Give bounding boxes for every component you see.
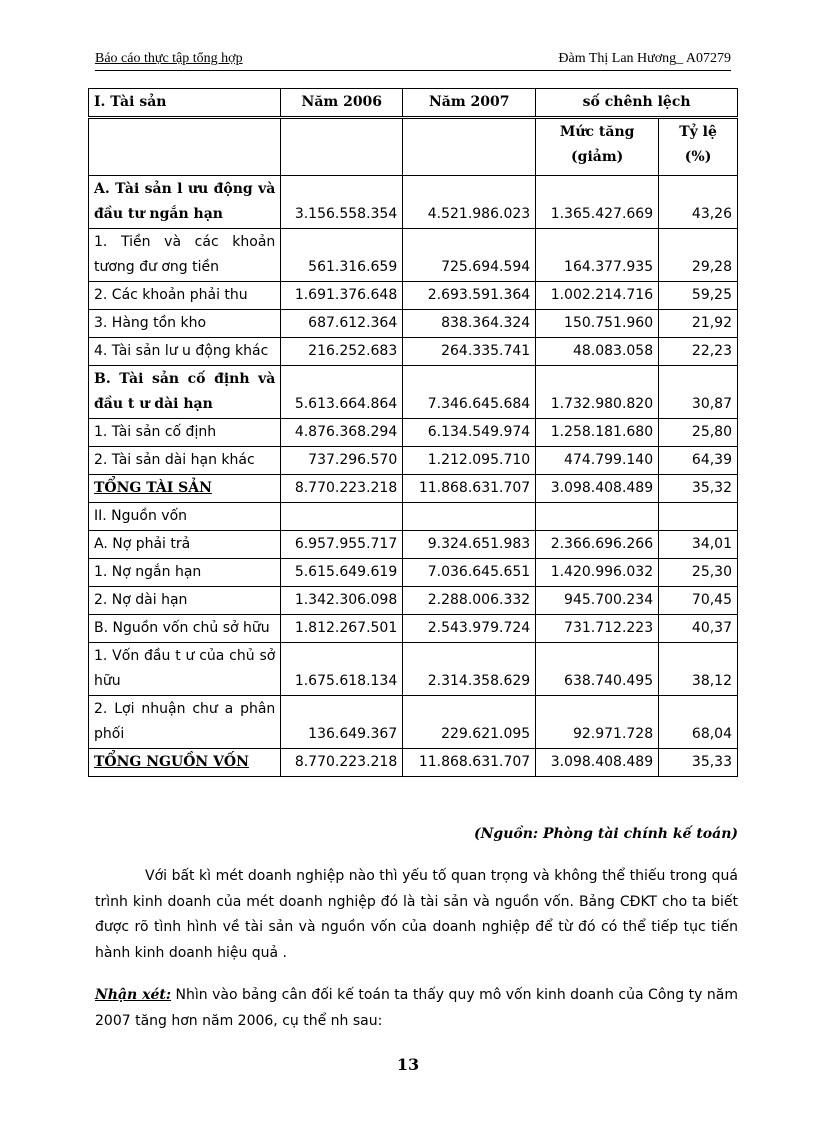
row-2007 [403,503,536,531]
row-ratio-text: 70,45 [691,592,732,608]
row-2007 [403,447,536,475]
row-label-text: 1. Tài sản cố định [94,424,217,440]
row-diff [536,615,659,643]
row-ratio [659,587,738,615]
row-ratio [659,531,738,559]
row-2007 [403,310,536,338]
row-2006-text: 737.296.570 [308,452,398,468]
row-2006 [281,282,403,310]
row-2006-text: 1.675.618.134 [294,673,398,689]
row-label-text: 3. Hàng tồn kho [94,315,207,331]
row-2006-text: 1.342.306.098 [294,592,398,608]
header-author: Đàm Thị Lan Hương_ A07279 [558,51,731,66]
row-label [89,229,281,282]
table-row [89,282,738,310]
table-row [89,503,738,531]
table-row [89,176,738,229]
row-2007 [403,696,536,749]
row-2007 [403,587,536,615]
remark-label: Nhận xét: [95,987,172,1003]
row-2006-text: 3.156.558.354 [294,206,398,222]
row-label-text: 1. Vốn đầu t ư của chủ sở hữu [94,648,276,689]
row-diff [536,176,659,229]
header-year-2006: Năm 2006 [281,89,403,118]
row-diff-text: 731.712.223 [564,620,654,636]
row-2006 [281,559,403,587]
row-diff-text: 150.751.960 [564,315,654,331]
row-label-text: 2. Nợ dài hạn [94,592,188,608]
row-ratio-text: 25,80 [691,424,732,440]
table-row [89,696,738,749]
balance-sheet-table [88,88,738,777]
row-diff-text: 1.002.214.716 [550,287,654,303]
row-diff-text: 474.799.140 [564,452,654,468]
row-label [89,447,281,475]
row-2006 [281,366,403,419]
paragraph-intro: Với bất kì mét doanh nghiệp nào thì yếu tố quan trọng và không thể thiếu trong quá trình kinh doanh của mét doanh nghiệp đó là tài sản và nguồn vốn. Bảng CĐKT cho ta biết được rõ tình hình về tài sản và nguồn vốn của doanh nghiệp để từ đó có thể tiếp tục tiến hành kinh doanh hiệu quả . [95,868,738,961]
row-diff [536,587,659,615]
row-diff-text: 1.732.980.820 [550,396,654,412]
row-diff [536,749,659,777]
table-row [89,447,738,475]
header-title: Báo cáo thực tập tổng hợp [95,51,243,66]
row-2006-text: 561.316.659 [308,259,398,275]
row-2007-text: 7.346.645.684 [427,396,531,412]
row-2007-text: 6.134.549.974 [427,424,531,440]
row-2007 [403,419,536,447]
row-2006 [281,643,403,696]
row-label-text: 1. Nợ ngắn hạn [94,564,202,580]
row-ratio-text: 43,26 [691,206,732,222]
row-label-text: 2. Tài sản dài hạn khác [94,452,255,468]
row-2006 [281,503,403,531]
table-row [89,749,738,777]
row-2007 [403,615,536,643]
row-2007 [403,229,536,282]
row-label-text: A. Nợ phải trả [94,536,191,552]
header-year-2007: Năm 2007 [403,89,536,118]
row-label [89,696,281,749]
row-diff [536,503,659,531]
row-2006 [281,475,403,503]
row-diff-text: 1.258.181.680 [550,424,654,440]
row-2007-text: 4.521.986.023 [427,206,531,222]
row-ratio [659,447,738,475]
table-row [89,531,738,559]
row-2006-text: 8.770.223.218 [294,754,398,770]
row-label [89,176,281,229]
row-2006-text: 6.957.955.717 [294,536,398,552]
row-diff-text: 638.740.495 [564,673,654,689]
row-label-text: II. Nguồn vốn [94,508,188,524]
row-ratio-text: 21,92 [691,315,732,331]
row-diff [536,643,659,696]
row-diff-text: 2.366.696.266 [550,536,654,552]
row-2007-text: 11.868.631.707 [418,480,531,496]
subheader-increase: Mức tăng (giảm) [536,118,659,176]
row-ratio-text: 40,37 [691,620,732,636]
subheader-ratio: Tỷ lệ (%) [659,118,738,176]
header-assets: I. Tài sản [89,89,281,118]
table-row [89,643,738,696]
row-label-text: 1. Tiền và các khoản tương đư ơng tiền [94,234,276,275]
row-diff [536,282,659,310]
row-ratio [659,176,738,229]
row-2006-text: 687.612.364 [308,315,398,331]
row-ratio-text: 22,23 [691,343,732,359]
source-note: (Nguồn: Phòng tài chính kế toán) [474,826,738,842]
row-2007-text: 2.543.979.724 [427,620,531,636]
row-ratio [659,749,738,777]
row-2007-text: 2.314.358.629 [427,673,531,689]
row-ratio [659,559,738,587]
row-label-text: 4. Tài sản lư u động khác [94,343,269,359]
table-subheader-row [89,118,738,176]
row-2007-text: 1.212.095.710 [427,452,531,468]
row-ratio [659,419,738,447]
row-2006-text: 136.649.367 [308,726,398,742]
row-2007-text: 7.036.645.651 [427,564,531,580]
row-2007-text: 229.621.095 [441,726,531,742]
row-2006 [281,696,403,749]
row-2006-text: 216.252.683 [308,343,398,359]
row-label [89,531,281,559]
table-row [89,559,738,587]
row-ratio-text: 29,28 [691,259,732,275]
row-2006 [281,229,403,282]
row-2006 [281,615,403,643]
row-2007 [403,749,536,777]
row-2007-text: 2.693.591.364 [427,287,531,303]
row-2006 [281,749,403,777]
remark-text: Nhìn vào bảng cân đối kế toán ta thấy quy mô vốn kinh doanh của Công ty năm 2007 tăng hơn năm 2006, cụ thể nh sau: [95,987,738,1029]
row-2007-text: 11.868.631.707 [418,754,531,770]
header-difference: số chênh lệch [536,89,738,118]
row-label-text: TỔNG NGUỒN VỐN [94,754,249,770]
row-ratio-text: 25,30 [691,564,732,580]
row-2006-text: 1.812.267.501 [294,620,398,636]
row-2007-text: 264.335.741 [441,343,531,359]
row-label-text: B. Tài sản cố định và đầu t ư dài hạn [94,371,276,412]
row-diff [536,229,659,282]
row-2007 [403,282,536,310]
row-2007 [403,338,536,366]
table-row [89,366,738,419]
subheader-empty [89,118,281,176]
row-2006 [281,310,403,338]
table-row [89,615,738,643]
row-ratio-text: 68,04 [691,726,732,742]
row-2007 [403,531,536,559]
row-label-text: 2. Các khoản phải thu [94,287,248,303]
row-diff-text: 1.365.427.669 [550,206,654,222]
row-label [89,475,281,503]
row-ratio [659,503,738,531]
row-ratio [659,282,738,310]
row-label-text: A. Tài sản l ưu động và đầu tư ngắn hạn [94,181,276,222]
row-2007 [403,643,536,696]
row-label-text: TỔNG TÀI SẢN [94,480,212,496]
row-2007-text: 2.288.006.332 [427,592,531,608]
table-row [89,338,738,366]
row-2007-text: 838.364.324 [441,315,531,331]
row-2006 [281,447,403,475]
row-ratio [659,696,738,749]
row-2006 [281,338,403,366]
row-label [89,643,281,696]
row-2007 [403,559,536,587]
row-label [89,503,281,531]
row-diff [536,559,659,587]
row-ratio-text: 35,32 [691,480,732,496]
row-label [89,559,281,587]
row-ratio-text: 34,01 [691,536,732,552]
row-diff [536,475,659,503]
row-label-text: B. Nguồn vốn chủ sở hữu [94,620,270,636]
row-ratio-text: 30,87 [691,396,732,412]
row-ratio [659,366,738,419]
row-2006-text: 1.691.376.648 [294,287,398,303]
row-diff [536,338,659,366]
row-diff-text: 164.377.935 [564,259,654,275]
row-ratio [659,475,738,503]
table-body [89,176,738,777]
row-label [89,282,281,310]
row-label [89,366,281,419]
row-diff [536,366,659,419]
row-label [89,587,281,615]
row-diff-text: 1.420.996.032 [550,564,654,580]
row-diff-text: 48.083.058 [572,343,654,359]
row-2006 [281,531,403,559]
row-ratio [659,615,738,643]
row-2007 [403,475,536,503]
row-ratio-text: 38,12 [691,673,732,689]
row-diff [536,531,659,559]
row-2006 [281,587,403,615]
row-ratio-text: 59,25 [691,287,732,303]
row-diff [536,447,659,475]
row-ratio [659,338,738,366]
table-row [89,475,738,503]
table-row [89,419,738,447]
row-ratio [659,229,738,282]
row-label-text: 2. Lợi nhuận chư a phân phối [94,701,276,742]
row-ratio-text: 64,39 [691,452,732,468]
row-label [89,615,281,643]
row-diff-text: 945.700.234 [564,592,654,608]
row-2007-text: 725.694.594 [441,259,531,275]
row-2006-text: 5.613.664.864 [294,396,398,412]
row-2006 [281,419,403,447]
page-number: 13 [396,1055,420,1074]
row-label [89,310,281,338]
row-2006 [281,176,403,229]
row-label [89,749,281,777]
row-diff-text: 3.098.408.489 [550,480,654,496]
page-header [95,50,731,71]
row-diff [536,419,659,447]
subheader-empty [281,118,403,176]
table-row [89,229,738,282]
row-diff-text: 92.971.728 [572,726,654,742]
table-row [89,310,738,338]
row-2006-text: 4.876.368.294 [294,424,398,440]
paragraph-remark [95,983,738,1034]
row-diff-text: 3.098.408.489 [550,754,654,770]
row-ratio-text: 35,33 [691,754,732,770]
row-ratio [659,643,738,696]
row-diff [536,696,659,749]
row-2007 [403,366,536,419]
row-2007 [403,176,536,229]
row-label [89,338,281,366]
table-row [89,587,738,615]
row-2006-text: 8.770.223.218 [294,480,398,496]
subheader-empty [403,118,536,176]
row-diff [536,310,659,338]
table-header-row [89,89,738,118]
row-label [89,419,281,447]
row-2007-text: 9.324.651.983 [427,536,531,552]
row-ratio [659,310,738,338]
row-2006-text: 5.615.649.619 [294,564,398,580]
